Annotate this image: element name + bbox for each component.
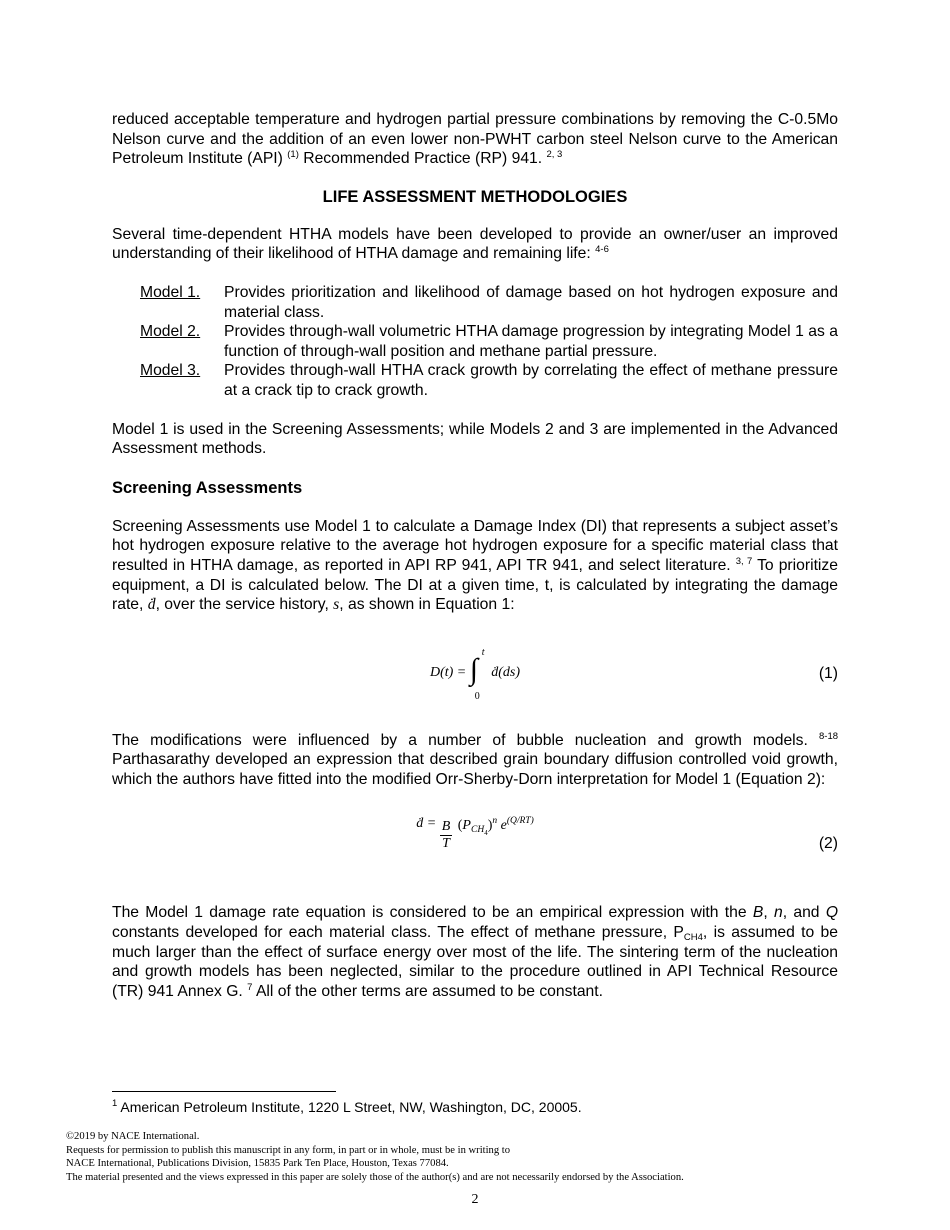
intro-citation-rp: 2, 3 xyxy=(546,149,563,161)
pressure-subscript-number: 4 xyxy=(484,829,488,838)
constant-q: Q xyxy=(825,904,839,922)
screening-citation: 3, 7 xyxy=(735,555,753,567)
pressure-term: $(P_{CH4})^n$ $e^{(Q/RT)}$ xyxy=(457,816,534,838)
equation-1-number: (1) xyxy=(818,664,838,682)
equation-2 xyxy=(112,816,838,877)
pressure-exponent: n xyxy=(492,816,498,827)
damage-rate-paragraph xyxy=(112,903,838,1001)
methods-text: Several time-dependent HTHA models have been developed to provide an owner/user an improved understanding of their likelihood of HTHA damage and remaining life: xyxy=(112,225,838,263)
modifications-citation: 8-18 xyxy=(819,730,839,742)
damage-rate-text-b: , and xyxy=(782,904,820,922)
screening-text-d: , as shown in Equation 1: xyxy=(339,596,515,614)
model-item xyxy=(112,283,838,322)
exponential-base: e xyxy=(500,818,507,834)
integral-sign xyxy=(469,646,488,702)
footnote xyxy=(112,1098,582,1116)
service-history-symbol: s xyxy=(333,596,340,614)
fraction-numerator: B xyxy=(441,819,451,835)
screening-paragraph xyxy=(112,517,838,615)
footnote-marker: 1 xyxy=(112,1098,118,1109)
footnote-text: American Petroleum Institute, 1220 L Street, NW, Washington, DC, 20005. xyxy=(120,1099,582,1115)
intro-paragraph xyxy=(112,110,838,169)
damage-rate-text-a: The Model 1 damage rate equation is considered to be an empirical expression with the xyxy=(112,904,747,922)
constant-b: B xyxy=(752,904,764,922)
intro-citation-api: (1) xyxy=(287,149,299,161)
model-list xyxy=(112,283,838,401)
damage-rate-comma: , xyxy=(763,904,768,922)
model-item xyxy=(112,361,838,400)
damage-rate-citation: 7 xyxy=(247,981,253,993)
damage-rate-symbol: ḋ xyxy=(147,596,156,614)
subheading-screening: Screening Assessments xyxy=(112,478,303,497)
equation-2-lhs: ḋ = xyxy=(416,816,440,832)
equation-1-integrand: ḋ(ds) xyxy=(491,664,521,680)
damage-rate-text-e: All of the other terms are assumed to be constant. xyxy=(255,982,604,1000)
methods-paragraph xyxy=(112,225,838,264)
equation-1-lhs: D(t) = xyxy=(429,664,470,680)
integral-lower-limit: 0 xyxy=(474,690,480,702)
equation-1 xyxy=(112,645,838,705)
intro-text-a: reduced acceptable temperature and hydrogen partial pressure combinations by removing the C-0.5Mo Nelson curve and the addition of an even lower non-PWHT carbon steel Nelson curve to the American Petroleum Institute (API) xyxy=(112,111,838,168)
screening-text-a: Screening Assessments use Model 1 to calculate a Damage Index (DI) that represents a subject asset’s hot hydrogen exposure relative to the average hot hydrogen exposure for a specific material class that resulted in HTHA damage, as reported in API RP 941, API TR 941, and select literature. xyxy=(112,517,838,574)
modifications-text-a: The modifications were influenced by a number of bubble nucleation and growth models. xyxy=(112,731,808,749)
model-label: Model 1. xyxy=(140,283,201,301)
model-item xyxy=(112,322,838,361)
footnote-divider xyxy=(112,1091,336,1092)
fraction-denominator: T xyxy=(442,836,450,852)
pressure-subscript: CH xyxy=(470,825,485,836)
model-usage-paragraph: Model 1 is used in the Screening Assessments; while Models 2 and 3 are implemented in the Advanced Assessment methods. xyxy=(112,420,838,458)
exponential-exponent: (Q/RT) xyxy=(506,816,534,827)
integral-upper-limit: t xyxy=(481,646,485,658)
damage-rate-text-d: , is assumed to be much larger than the effect of surface energy over most of the life. The sintering term of the nucleation and growth models has been neglected, similar to the procedure outlined in API Technical Resource (TR) 941 Annex G. xyxy=(112,924,838,1000)
copyright-line: Requests for permission to publish this manuscript in any form, in part or in whole, must be in writing to xyxy=(66,1144,511,1156)
integral-symbol: ∫ xyxy=(469,652,478,686)
modifications-paragraph xyxy=(112,731,838,790)
page-number: 2 xyxy=(471,1192,479,1207)
damage-rate-text-c: constants developed for each material class. The effect of methane pressure, P xyxy=(112,924,684,942)
intro-text-b: Recommended Practice (RP) 941. xyxy=(303,150,543,168)
model-label: Model 2. xyxy=(140,323,201,341)
pressure-symbol: P xyxy=(462,818,471,834)
copyright-notice xyxy=(66,1130,886,1185)
modifications-text-b: Parthasarathy developed an expression that described grain boundary diffusion controlled void growth, which the authors have fitted into the modified Orr-Sherby-Dorn interpretation for Model 1 (Equation 2): xyxy=(112,751,838,788)
model-description: Provides through-wall volumetric HTHA damage progression by integrating Model 1 as a function of through-wall position and methane partial pressure. xyxy=(224,323,838,360)
equation-2-number: (2) xyxy=(818,835,838,853)
fraction-b-over-t xyxy=(440,819,453,852)
copyright-line: The material presented and the views expressed in this paper are solely those of the author(s) and are not necessarily endorsed by the Association. xyxy=(66,1172,684,1184)
constant-n: n xyxy=(773,904,783,922)
model-label: Model 3. xyxy=(140,362,201,380)
methods-citation: 4-6 xyxy=(595,244,609,256)
copyright-line: NACE International, Publications Division, 15835 Park Ten Place, Houston, Texas 77084. xyxy=(66,1158,449,1170)
page-body xyxy=(112,110,838,1001)
model-description: Provides through-wall HTHA crack growth by correlating the effect of methane pressure at a crack tip to crack growth. xyxy=(224,362,838,399)
copyright-line: ©2019 by NACE International. xyxy=(66,1131,200,1142)
section-heading: LIFE ASSESSMENT METHODOLOGIES xyxy=(322,187,628,206)
model-description: Provides prioritization and likelihood of damage based on hot hydrogen exposure and material class. xyxy=(224,283,838,321)
screening-text-c: , over the service history, xyxy=(155,596,329,614)
equation-1-formula xyxy=(429,646,521,702)
methane-subscript: CH4 xyxy=(683,932,703,944)
screening-text-b: To prioritize equipment, a DI is calculated below. The DI at a given time, t, is calculated by integrating the damage rate, xyxy=(112,556,838,614)
equation-2-formula xyxy=(416,816,534,852)
